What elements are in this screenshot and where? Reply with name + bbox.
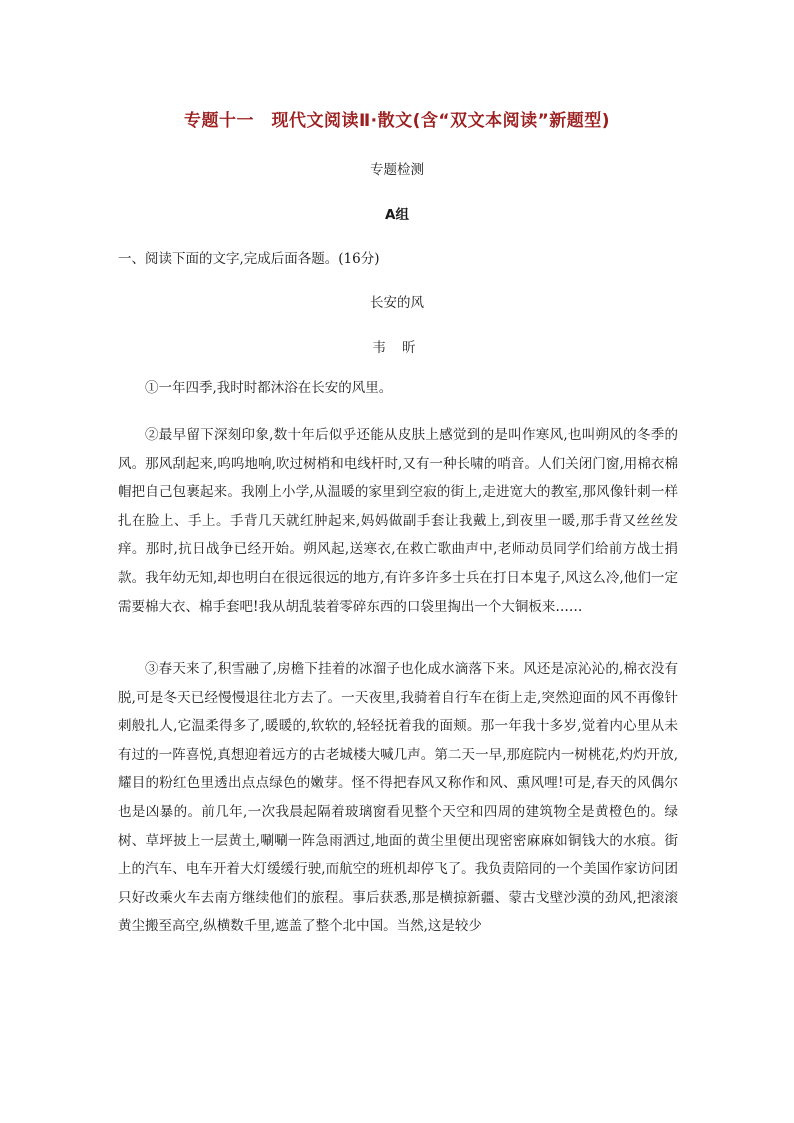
section-label: 专题检测 — [370, 162, 424, 178]
paragraph-text: ③春天来了,积雪融了,房檐下挂着的冰溜子也化成水滴落下来。风还是凉沁沁的,棉衣没有脱,可是冬天已经慢慢退往北方去了。一天夜里,我骑着自行车在街上走,突然迎面的风不再像针刺般扎人,它温柔得多了,暖暖的,软软的,轻轻抚着我的面颊。那一年我十多岁,觉着内心里从未有过的一阵喜悦,真想迎着远方的古老城楼大喊几声。第二天一早,那庭院内一树桃花,灼灼开放,耀目的粉红色里透出点点绿色的嫩芽。怪不得把春风又称作和风、熏风哩!可是,春天的风偶尔也是凶暴的。前几年,一次我晨起隔着玻璃窗看见整个天空和四周的建筑物全是黄橙色的。绿树、草坪披上一层黄土,唰唰一阵急雨洒过,地面的黄尘里便出现密密麻麻如铜钱大的水痕。街上的汽车、电车开着大灯缓缓行驶,而航空的班机却停飞了。我负责陪同的一个美国作家访问团只好改乘火车去南方继续他们的旅程。事后获悉,那是横掠新疆、蒙古戈壁沙漠的劲风,把滚滚黄尘搬至高空,纵横数千里,遮盖了整个北中国。当然,这是较少 — [118, 661, 678, 935]
group-label: A组 — [385, 207, 409, 223]
question-instruction: 一、阅读下面的文字,完成后面各题。(16分) — [118, 251, 380, 267]
essay-paragraph-2 — [118, 421, 678, 621]
essay-author: 韦 昕 — [372, 340, 422, 356]
essay-paragraph-1 — [118, 374, 678, 403]
essay-paragraph-3 — [118, 655, 678, 941]
paragraph-text: ②最早留下深刻印象,数十年后似乎还能从皮肤上感觉到的是叫作寒风,也叫朔风的冬季的风。那风刮起来,呜呜地响,吹过树梢和电线杆时,又有一种长啸的哨音。人们关闭门窗,用棉衣棉帽把自己包裹起来。我刚上小学,从温暖的家里到空寂的街上,走进宽大的教室,那风像针刺一样扎在脸上、手上。手背几天就红肿起来,妈妈做副手套让我戴上,到夜里一暖,那手背又丝丝发痒。那时,抗日战争已经开始。朔风起,送寒衣,在救亡歌曲声中,老师动员同学们给前方战士捐款。我年幼无知,却也明白在很远很远的地方,有许多许多士兵在打日本鬼子,风这么冷,他们一定需要棉大衣、棉手套吧!我从胡乱装着零碎东西的口袋里掏出一个大铜板来…… — [118, 427, 678, 615]
essay-title: 长安的风 — [370, 295, 424, 311]
paragraph-text: ①一年四季,我时时都沐浴在长安的风里。 — [145, 380, 393, 396]
page-title: 专题十一 现代文阅读Ⅱ·散文(含“双文本阅读”新题型) — [183, 111, 611, 131]
